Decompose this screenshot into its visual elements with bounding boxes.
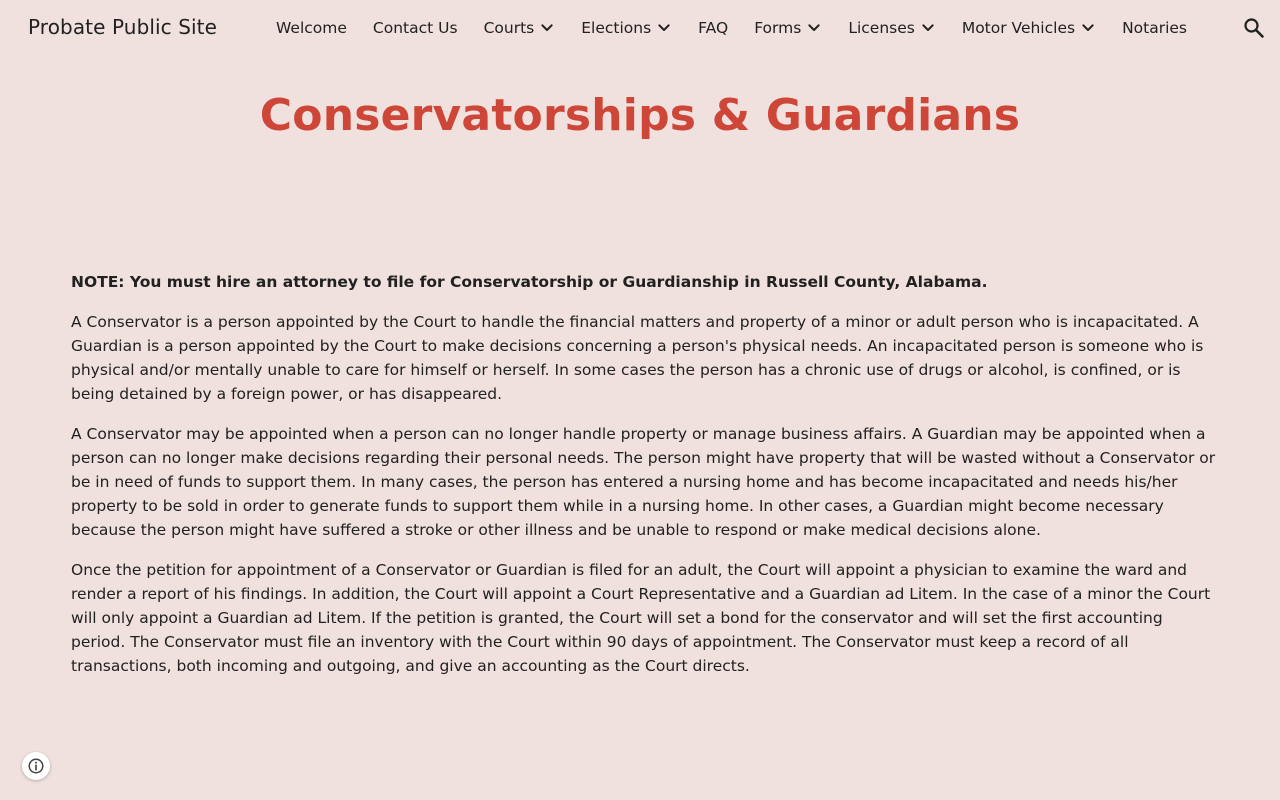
- chevron-down-icon[interactable]: [806, 20, 822, 36]
- main-content: [71, 270, 1216, 694]
- nav-item-notaries[interactable]: [1122, 19, 1187, 37]
- paragraph-definitions: A Conservator is a person appointed by the Court to handle the financial matters and property of a minor or adult person who is incapacitated. A Guardian is a person appointed by the Court to make decisions concerning a person's physical needs. An incapacitated person is someone who is physical and/or mentally unable to care for himself or herself. In some cases the person has a chronic use of drugs or alcohol, is confined, or is being detained by a foreign power, or has disappeared.: [71, 313, 1204, 403]
- nav-item-label: Notaries: [1122, 19, 1188, 37]
- chevron-down-icon[interactable]: [539, 20, 555, 36]
- nav-item-forms[interactable]: [754, 19, 822, 37]
- nav-item-label: Welcome: [276, 19, 347, 37]
- attorney-note: NOTE: You must hire an attorney to file for Conservatorship or Guardianship in Russell County, Alabama.: [71, 273, 988, 291]
- chevron-down-icon[interactable]: [920, 20, 936, 36]
- nav-item-label: Forms: [754, 19, 802, 37]
- nav-item-label: Elections: [581, 19, 652, 37]
- info-icon: [27, 757, 45, 775]
- nav-item-welcome[interactable]: [276, 19, 347, 37]
- nav-item-label: FAQ: [698, 19, 729, 37]
- nav-item-licenses[interactable]: [848, 19, 936, 37]
- nav-item-label: Courts: [483, 19, 535, 37]
- nav-item-label: Contact Us: [372, 19, 458, 37]
- site-info-button[interactable]: [22, 752, 50, 780]
- page-title: Conservatorships & Guardians: [259, 90, 1021, 141]
- search-icon[interactable]: [1242, 16, 1266, 40]
- nav-item-elections[interactable]: [581, 19, 672, 37]
- nav-item-motor-vehicles[interactable]: [962, 19, 1096, 37]
- site-header: [0, 0, 1280, 56]
- paragraph-appointment-reasons: A Conservator may be appointed when a person can no longer handle property or manage business affairs. A Guardian may be appointed when a person can no longer make decisions regarding their personal needs. The person might have property that will be wasted without a Conservator or be in need of funds to support them. In many cases, the person has entered a nursing home and has become incapacitated and needs his/her property to be sold in order to generate funds to support them while in a nursing home. In other cases, a Guardian might become necessary because the person might have suffered a stroke or other illness and be unable to respond or make medical decisions alone.: [71, 425, 1216, 539]
- nav-item-faq[interactable]: [698, 19, 728, 37]
- paragraph-petition-process: Once the petition for appointment of a Conservator or Guardian is filed for an adult, the Court will appoint a physician to examine the ward and render a report of his findings. In addition, the Court will appoint a Court Representative and a Guardian ad Litem. In the case of a minor the Court will only appoint a Guardian ad Litem. If the petition is granted, the Court will set a bond for the conservator and will set the first accounting period. The Conservator must file an inventory with the Court within 90 days of appointment. The Conservator must keep a record of all transactions, both incoming and outgoing, and give an accounting as the Court directs.: [71, 561, 1211, 675]
- nav-item-contact-us[interactable]: [373, 19, 458, 37]
- site-title[interactable]: Probate Public Site: [28, 15, 218, 39]
- nav-item-label: Licenses: [848, 19, 915, 37]
- main-nav: [276, 0, 1187, 56]
- nav-item-label: Motor Vehicles: [961, 19, 1076, 37]
- chevron-down-icon[interactable]: [1080, 20, 1096, 36]
- nav-item-courts[interactable]: [484, 19, 556, 37]
- chevron-down-icon[interactable]: [656, 20, 672, 36]
